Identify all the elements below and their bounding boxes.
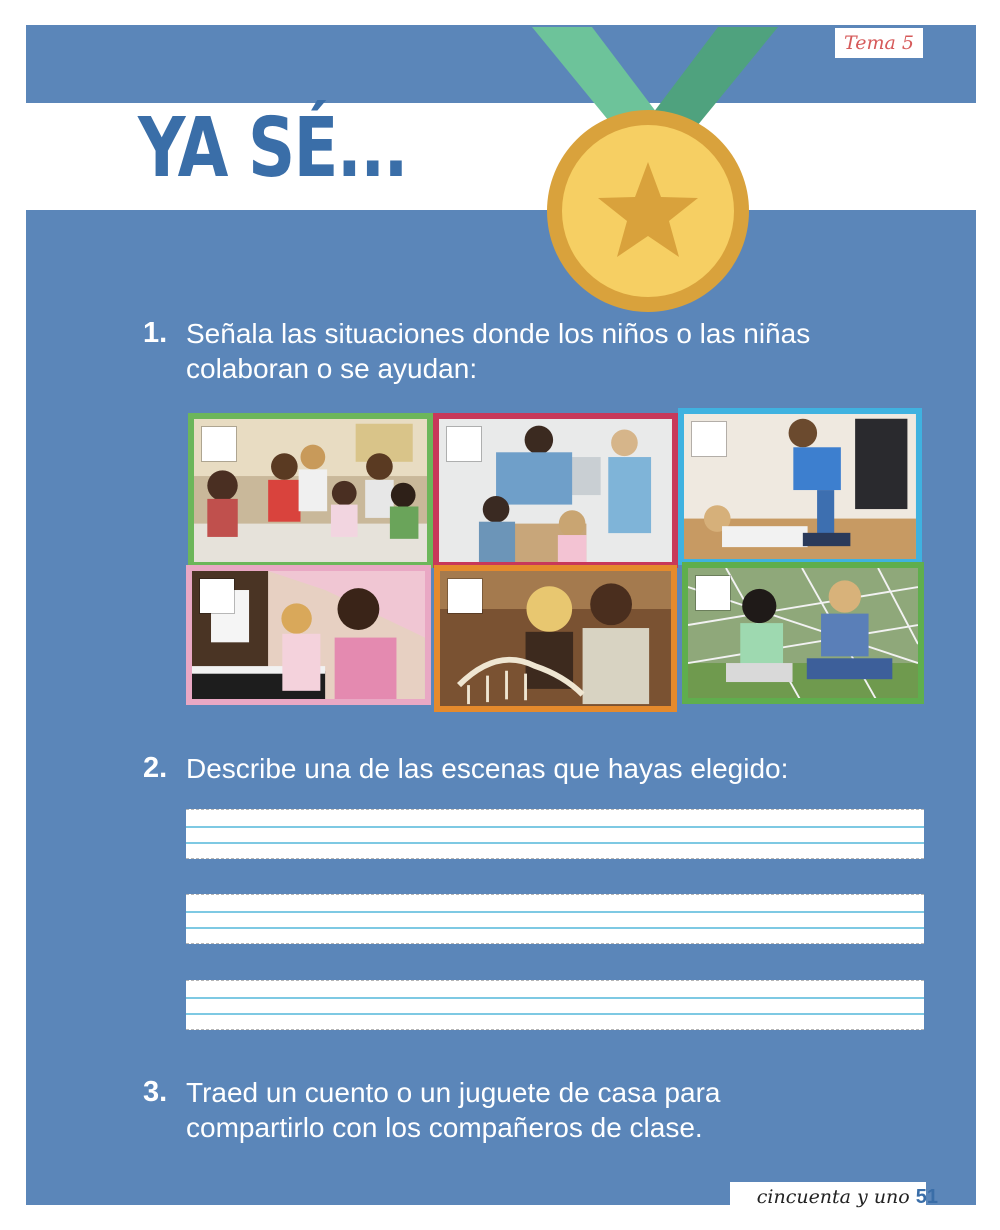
guide-line [186,997,924,999]
guide-line [186,927,924,929]
photo-boy-helping-boy [678,408,922,565]
question-2-number: 2. [143,752,168,784]
writing-line-1[interactable] [186,809,924,859]
photo-girls-piano [186,565,431,705]
photo-checkbox[interactable] [448,579,482,613]
writing-line-2[interactable] [186,894,924,944]
writing-line-3[interactable] [186,980,924,1030]
page-footer [757,1186,938,1209]
guide-line [186,1013,924,1015]
photo-checkbox[interactable] [692,422,726,456]
question-3-text-line2: compartirlo con los compañeros de clase. [186,1112,703,1143]
guide-line [186,911,924,913]
photo-boys-dinosaur [434,565,677,712]
page-number-words: cincuenta y uno [756,1186,910,1208]
photo-checkbox[interactable] [202,427,236,461]
photo-checkbox[interactable] [200,579,234,613]
photo-girls-hammock [682,562,924,704]
question-1-text-line1: Señala las situaciones donde los niños o las niñas [186,318,811,349]
question-2-text: Describe una de las escenas que hayas elegido: [186,753,789,784]
tema-label: Tema 5 [835,28,923,58]
medal-icon [530,25,780,315]
guide-line [186,826,924,828]
guide-line [186,842,924,844]
photo-checkbox[interactable] [447,427,481,461]
page-title: YA SÉ... [138,101,407,196]
question-1-number: 1. [143,317,168,349]
question-3-number: 3. [143,1076,168,1108]
photo-adults-helping [433,413,678,568]
question-1-text-line2: colaboran o se ayudan: [186,353,478,384]
photo-checkbox[interactable] [696,576,730,610]
question-3-text-line1: Traed un cuento o un juguete de casa para [186,1077,721,1108]
photo-children-puzzle [188,413,433,568]
page-number: 51 [915,1186,938,1208]
